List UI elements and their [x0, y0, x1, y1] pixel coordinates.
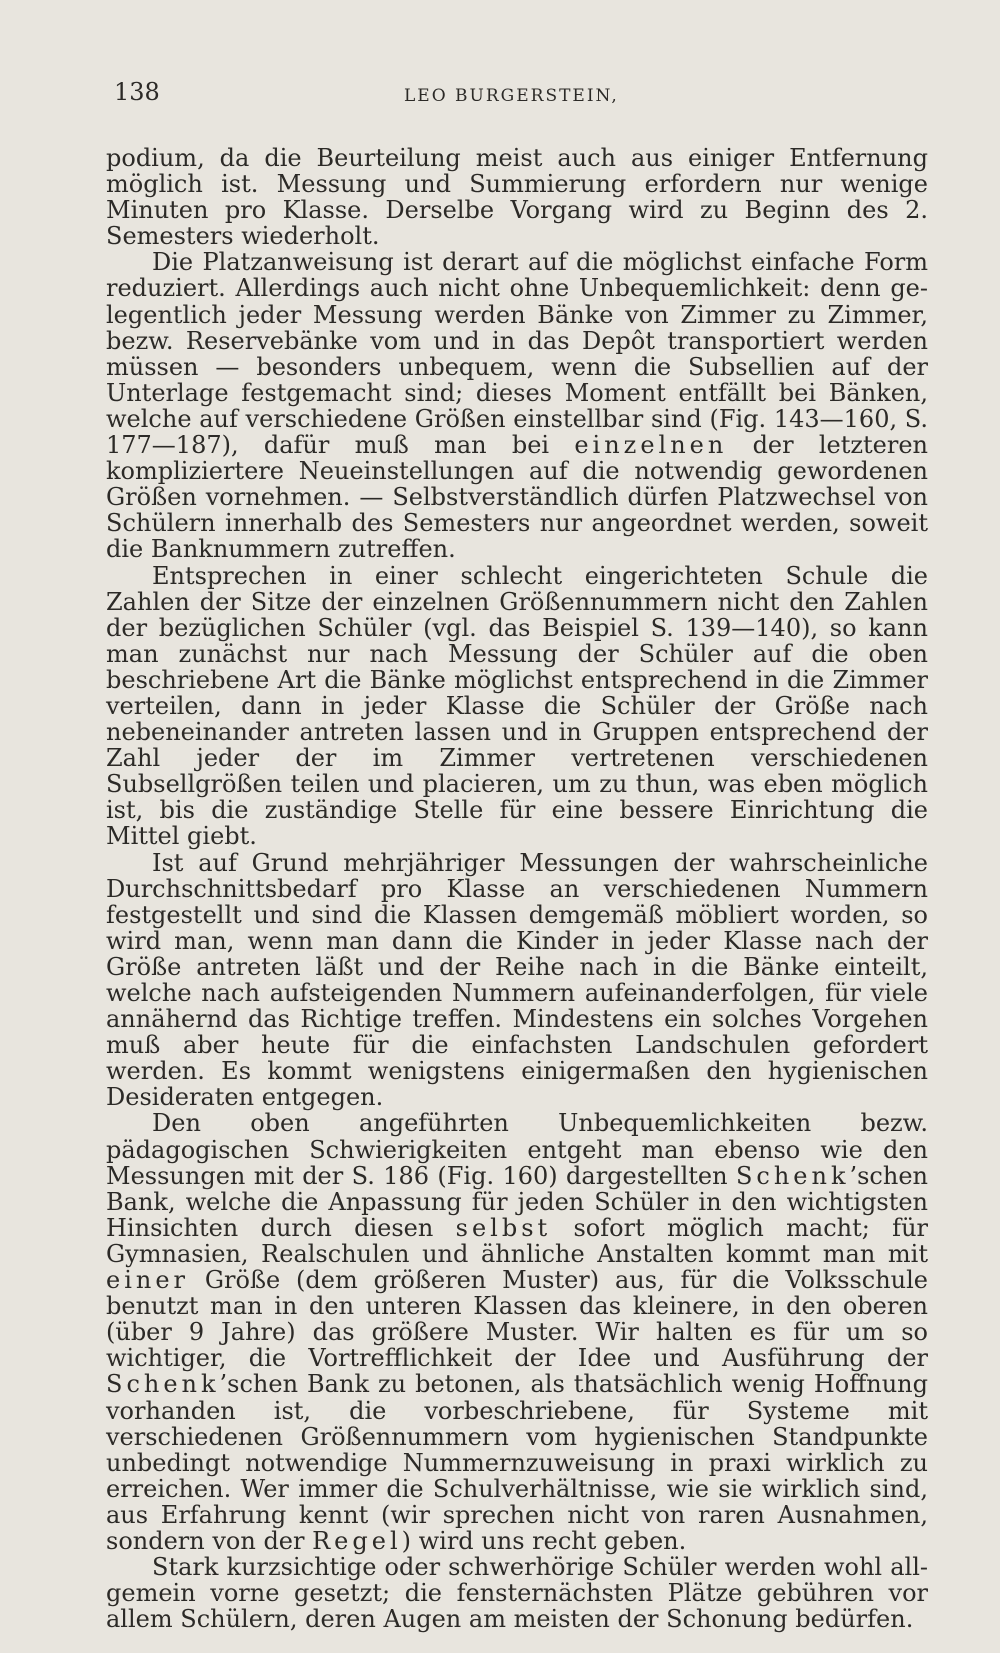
emphasis-text: Regel: [312, 1526, 402, 1555]
paragraph-text: ’schen Bank, welche die Anpassung für jeden Schüler in den wichtigsten Hinsichten durch diesen: [106, 1161, 928, 1242]
paragraph: [106, 850, 928, 1111]
emphasis-text: einzelnen: [574, 431, 728, 460]
paragraph: [106, 249, 928, 562]
page-number: 138: [114, 78, 160, 106]
page-header: [114, 78, 920, 112]
paragraph: [106, 1554, 928, 1632]
paragraph: [106, 1110, 928, 1554]
paragraph-text: Entsprechen in einer schlecht eingerichteten Schule die Zahlen der Sitze der einzelnen Größennummern nicht den Zahlen der bezüglichen Schüler (vgl. das Beispiel S. 139—140), so kann man zunächst nur nach Messung der Schüler auf die oben beschriebene Art die Bänke möglichst entsprechend in die Zimmer verteilen, dann in jeder Klasse die Schüler der Größe nach nebeneinander antreten lassen und in Gruppen entsprechend der Zahl jeder der im Zimmer vertretenen verschiedenen Subsellgrößen teilen und placieren, um zu thun, was eben möglich ist, bis die zuständige Stelle für eine bessere Einrichtung die Mittel giebt.: [106, 561, 928, 851]
paragraph-text: Größe (dem größeren Muster) aus, für die Volksschule benutzt man in den unteren Klassen das kleinere, in den oberen (über 9 Jahre) das größere Muster. Wir halten es für um so wichtiger, die Vortrefflichkeit der Idee und Ausführung der: [106, 1266, 928, 1373]
paragraph-text: Stark kurzsichtige oder schwerhörige Schüler werden wohl allgemein vorne gesetzt; die fensternächsten Plätze gebühren vor allem Schülern, deren Augen am meisten der Schonung bedürfen.: [106, 1553, 928, 1634]
emphasis-text: Schenk: [735, 1161, 850, 1190]
paragraph-text: Den oben angeführten Unbequemlichkeiten bezw. pädagogischen Schwierigkeiten entgeht man ebenso wie den Messungen mit der S. 186 (Fig. 160) dargestellten: [106, 1109, 928, 1190]
emphasis-text: Schenk: [106, 1370, 220, 1399]
paragraph-text: ’schen Bank zu betonen, als thatsächlich wenig Hoffnung vorhanden ist, die vorbeschriebene, für Systeme mit verschiedenen Größennummern vom hygienischen Standpunkte unbedingt notwendige Nummernzuweisung in praxi wirklich zu erreichen. Wer immer die Schulverhältnisse, wie sie wirklich sind, aus Erfahrung kennt (wir sprechen nicht von raren Ausnahmen, sondern von der: [106, 1370, 928, 1555]
paragraph-text: Ist auf Grund mehrjähriger Messungen der wahrscheinliche Durchschnittsbedarf pro Klasse an verschiedenen Nummern festgestellt und sind die Klassen demgemäß möbliert worden, so wird man, wenn man dann die Kinder in jeder Klasse nach der Größe antreten läßt und der Reihe nach in die Bänke einteilt, welche nach aufsteigenden Nummern aufeinanderfolgen, für viele annähernd das Richtige treffen. Mindestens ein solches Vorgehen muß aber heute für die einfachsten Landschulen gefordert werden. Es kommt wenigstens einigermaßen den hygienischen Desideraten entgegen.: [106, 848, 928, 1112]
emphasis-text: selbst: [455, 1213, 552, 1242]
paragraph-text: sofort möglich macht; für Gymnasien, Realschulen und ähnliche Anstalten kommt man mit: [106, 1213, 928, 1268]
paragraph-text: der letzteren kompliziertere Neueinstellungen auf die notwendig gewordenen Größen vornehmen. — Selbstverständlich dürfen Platzwechsel von Schülern innerhalb des Semesters nur angeordnet werden, soweit die Banknummern zutreffen.: [106, 431, 929, 564]
running-head: LEO BURGERSTEIN,: [404, 86, 619, 106]
paragraph: [106, 145, 928, 249]
paragraph: [106, 563, 928, 850]
paragraph-text: ) wird uns recht geben.: [401, 1526, 687, 1555]
body-text: [106, 145, 928, 1632]
paragraph-text: podium, da die Beurteilung meist auch aus einiger Entfernung möglich ist. Messung und Summierung erfordern nur wenige Minuten pro Klasse. Derselbe Vorgang wird zu Beginn des 2. Semesters wiederholt.: [106, 144, 928, 251]
paragraph-text: Die Platzanweisung ist derart auf die möglichst einfache Form reduziert. Allerdings auch nicht ohne Unbequemlichkeit: denn gelegentlich jeder Messung werden Bänke von Zimmer zu Zimmer, bezw. Reservebänke vom und in das Depôt transportiert werden müssen — besonders unbequem, wenn die Subsellien auf der Unterlage festgemacht sind; dieses Moment entfällt bei Bänken, welche auf verschiedene Größen einstellbar sind (Fig. 143—160, S. 177—187), dafür muß man bei: [106, 248, 928, 460]
emphasis-text: einer: [106, 1266, 190, 1295]
